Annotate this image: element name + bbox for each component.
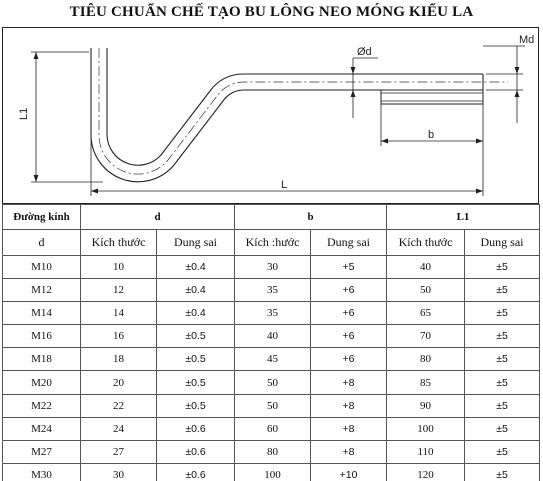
table-row [3,417,540,440]
cell-l1-size: 110 [387,440,465,463]
table-row [3,440,540,463]
cell-l1-size: 120 [387,463,465,481]
technical-drawing [2,27,539,204]
cell-d-tolerance: ±0.4 [157,302,235,325]
spec-table [2,204,540,481]
cell-diameter: M18 [3,348,81,371]
cell-l1-size: 90 [387,394,465,417]
cell-l1-tolerance: ±5 [465,440,540,463]
cell-l1-tolerance: ±5 [465,302,540,325]
cell-l1-tolerance: ±5 [465,256,540,279]
thread-lines [381,93,483,101]
cell-d-tolerance: ±0.5 [157,325,235,348]
label-total-length: L [281,179,288,191]
header-row-columns [3,230,540,256]
cell-d-tolerance: ±0.6 [157,463,235,481]
label-thread-major: Md [519,34,535,46]
cell-l1-tolerance: ±5 [465,463,540,481]
table-row [3,394,540,417]
cell-b-size: 100 [235,463,311,481]
cell-b-tolerance: +10 [311,463,387,481]
cell-l1-tolerance: ±5 [465,279,540,302]
cell-b-tolerance: +8 [311,417,387,440]
cell-b-size: 30 [235,256,311,279]
cell-d-size: 27 [81,440,157,463]
spec-table-body [3,256,540,481]
cell-l1-tolerance: ±5 [465,417,540,440]
header-l1-size: Kích thước [387,230,465,256]
cell-b-size: 45 [235,348,311,371]
cell-l1-size: 70 [387,325,465,348]
cell-d-size: 14 [81,302,157,325]
cell-b-size: 35 [235,302,311,325]
cell-l1-size: 80 [387,348,465,371]
cell-l1-size: 40 [387,256,465,279]
header-d-size: Kích thước [81,230,157,256]
cell-diameter: M20 [3,371,81,394]
header-d-group: d [81,205,235,230]
label-diameter: Ød [357,46,372,58]
header-b-size: Kích :hước [235,230,311,256]
bolt-drawing-svg [3,28,540,205]
table-row [3,348,540,371]
thread-section [381,90,483,104]
header-b-group: b [235,205,387,230]
table-row [3,279,540,302]
header-diameter-group: Đường kính [3,205,81,230]
cell-l1-size: 85 [387,371,465,394]
cell-diameter: M22 [3,394,81,417]
header-l1-tolerance: Dung sai [465,230,540,256]
cell-d-tolerance: ±0.4 [157,256,235,279]
cell-diameter: M14 [3,302,81,325]
cell-d-size: 10 [81,256,157,279]
cell-diameter: M10 [3,256,81,279]
dimension-arrows [34,52,520,194]
header-l1-group: L1 [387,205,540,230]
label-thread-length: b [428,129,435,141]
cell-diameter: M12 [3,279,81,302]
cell-diameter: M27 [3,440,81,463]
cell-d-size: 18 [81,348,157,371]
table-row [3,302,540,325]
cell-b-tolerance: +8 [311,394,387,417]
header-b-tolerance: Dung sai [311,230,387,256]
cell-b-size: 50 [235,371,311,394]
cell-l1-tolerance: ±5 [465,325,540,348]
cell-d-tolerance: ±0.4 [157,279,235,302]
cell-d-size: 16 [81,325,157,348]
cell-d-tolerance: ±0.5 [157,394,235,417]
cell-b-size: 35 [235,279,311,302]
cell-d-size: 20 [81,371,157,394]
cell-diameter: M16 [3,325,81,348]
cell-b-tolerance: +5 [311,256,387,279]
cell-b-size: 50 [235,394,311,417]
cell-l1-tolerance: ±5 [465,348,540,371]
bolt-inner-outline [107,48,483,165]
cell-d-tolerance: ±0.5 [157,348,235,371]
label-height: L1 [18,107,30,120]
header-row-groups [3,205,540,230]
table-row [3,325,540,348]
cell-d-size: 22 [81,394,157,417]
cell-diameter: M30 [3,463,81,481]
bolt-outer-outline [91,48,483,182]
cell-l1-tolerance: ±5 [465,371,540,394]
cell-l1-size: 100 [387,417,465,440]
cell-b-tolerance: +6 [311,302,387,325]
cell-b-tolerance: +6 [311,279,387,302]
cell-b-tolerance: +6 [311,348,387,371]
cell-l1-tolerance: ±5 [465,394,540,417]
cell-d-size: 24 [81,417,157,440]
cell-l1-size: 65 [387,302,465,325]
cell-l1-size: 50 [387,279,465,302]
cell-d-tolerance: ±0.6 [157,417,235,440]
table-row [3,371,540,394]
cell-diameter: M24 [3,417,81,440]
cell-b-tolerance: +6 [311,325,387,348]
header-d-tolerance: Dung sai [157,230,235,256]
cell-d-tolerance: ±0.6 [157,440,235,463]
table-row [3,256,540,279]
header-d: d [3,230,81,256]
table-row [3,463,540,481]
cell-d-size: 12 [81,279,157,302]
cell-b-size: 40 [235,325,311,348]
cell-b-tolerance: +8 [311,371,387,394]
page-title: TIÊU CHUẨN CHẾ TẠO BU LÔNG NEO MÓNG KIỂU LA [69,4,474,20]
cell-d-tolerance: ±0.5 [157,371,235,394]
cell-b-size: 80 [235,440,311,463]
cell-b-tolerance: +8 [311,440,387,463]
cell-b-size: 60 [235,417,311,440]
cell-d-size: 30 [81,463,157,481]
